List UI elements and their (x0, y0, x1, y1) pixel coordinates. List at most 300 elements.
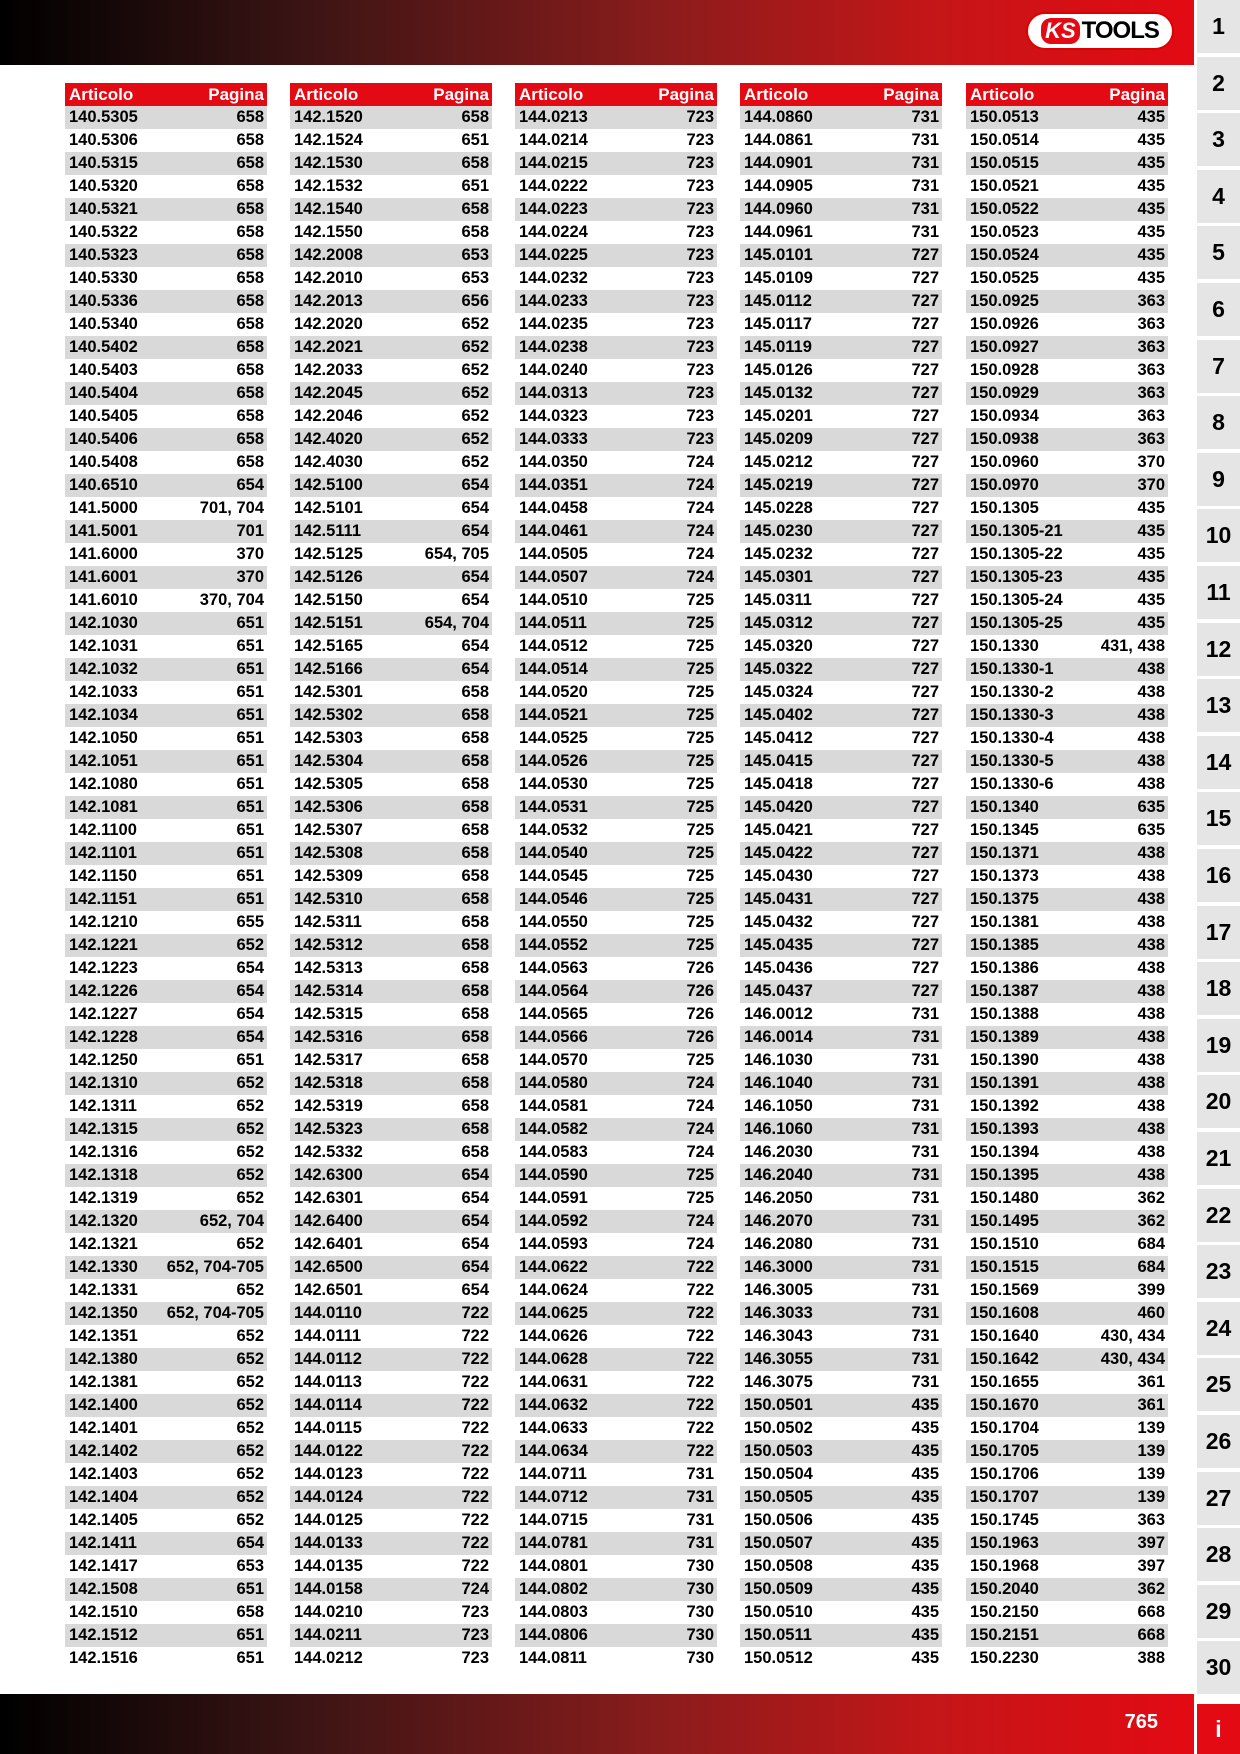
article-number: 145.0119 (744, 338, 812, 356)
index-row (515, 106, 717, 129)
index-row (740, 1233, 942, 1256)
article-number: 142.6500 (294, 1258, 363, 1276)
page-reference: 722 (461, 1373, 489, 1391)
article-number: 141.6001 (69, 568, 138, 586)
article-number: 140.5336 (69, 292, 138, 310)
article-number: 150.1670 (970, 1396, 1039, 1414)
page-reference: 731 (686, 1511, 714, 1529)
chapter-tab[interactable]: 17 (1197, 906, 1240, 959)
article-number: 142.1403 (69, 1465, 138, 1483)
chapter-tab[interactable]: 30 (1197, 1641, 1240, 1694)
index-row (515, 520, 717, 543)
article-number: 144.0458 (519, 499, 588, 517)
page-reference: 652 (236, 1235, 264, 1253)
article-number: 144.0811 (519, 1649, 587, 1667)
article-number: 150.0523 (970, 223, 1039, 241)
article-number: 142.1030 (69, 614, 138, 632)
page-reference: 652 (236, 1511, 264, 1529)
article-number: 144.0350 (519, 453, 588, 471)
article-number: 145.0228 (744, 499, 813, 517)
page-reference: 723 (686, 223, 714, 241)
index-row (515, 336, 717, 359)
chapter-tab[interactable]: 2 (1197, 57, 1240, 110)
index-row (966, 1578, 1168, 1601)
page-reference: 658 (236, 131, 264, 149)
article-number: 145.0230 (744, 522, 813, 540)
index-row (966, 152, 1168, 175)
article-number: 142.1516 (69, 1649, 138, 1667)
article-number: 144.0631 (519, 1373, 588, 1391)
index-row (290, 290, 492, 313)
page-reference: 435 (1137, 522, 1165, 540)
article-number: 144.0550 (519, 913, 588, 931)
page-reference: 435 (1137, 545, 1165, 563)
page-reference: 435 (1137, 200, 1165, 218)
index-row (515, 221, 717, 244)
article-number: 144.0905 (744, 177, 813, 195)
index-row (290, 1325, 492, 1348)
page-reference: 435 (911, 1511, 939, 1529)
index-row (65, 198, 267, 221)
page-reference: 363 (1137, 292, 1165, 310)
article-number: 140.5321 (69, 200, 138, 218)
index-row (65, 1095, 267, 1118)
page-reference: 731 (911, 223, 939, 241)
page-reference: 362 (1137, 1189, 1165, 1207)
index-row (515, 934, 717, 957)
header-article: Articolo (970, 84, 1035, 104)
chapter-tab[interactable]: 9 (1197, 453, 1240, 506)
article-number: 145.0212 (744, 453, 813, 471)
index-row (966, 865, 1168, 888)
index-row (515, 1279, 717, 1302)
index-row (290, 1555, 492, 1578)
page-reference: 658 (461, 798, 489, 816)
page-reference: 651 (236, 706, 264, 724)
chapter-tab[interactable]: 6 (1197, 283, 1240, 336)
index-row (290, 198, 492, 221)
article-number: 144.0225 (519, 246, 588, 264)
index-row (65, 1072, 267, 1095)
page-reference: 727 (911, 246, 939, 264)
article-number: 140.5340 (69, 315, 138, 333)
article-number: 145.0219 (744, 476, 813, 494)
article-number: 144.0235 (519, 315, 588, 333)
index-row (515, 589, 717, 612)
index-row (740, 1601, 942, 1624)
chapter-tab[interactable]: 27 (1197, 1472, 1240, 1525)
index-row (290, 359, 492, 382)
index-row (515, 129, 717, 152)
index-row (740, 497, 942, 520)
page-reference: 722 (461, 1304, 489, 1322)
index-row (290, 497, 492, 520)
chapter-tab[interactable]: 24 (1197, 1302, 1240, 1355)
chapter-tab[interactable]: 21 (1197, 1132, 1240, 1185)
article-number: 150.1394 (970, 1143, 1039, 1161)
article-number: 144.0583 (519, 1143, 588, 1161)
chapter-tab[interactable]: 12 (1197, 623, 1240, 676)
column-rows (65, 106, 267, 1670)
article-number: 144.0123 (294, 1465, 363, 1483)
chapter-tab[interactable]: 13 (1197, 679, 1240, 732)
article-number: 144.0125 (294, 1511, 363, 1529)
index-column (740, 83, 942, 1670)
page-reference: 725 (686, 867, 714, 885)
page-reference: 684 (1137, 1235, 1165, 1253)
page-reference: 363 (1137, 315, 1165, 333)
page-reference: 727 (911, 752, 939, 770)
article-number: 140.5323 (69, 246, 138, 264)
article-number: 140.5408 (69, 453, 138, 471)
article-number: 150.0501 (744, 1396, 813, 1414)
article-number: 142.5301 (294, 683, 363, 701)
chapter-tab[interactable]: 22 (1197, 1189, 1240, 1242)
page-reference: 731 (911, 1189, 939, 1207)
index-row (966, 1463, 1168, 1486)
index-row (65, 313, 267, 336)
page-reference: 651 (236, 1051, 264, 1069)
page-reference: 654 (461, 1166, 489, 1184)
index-row (65, 1371, 267, 1394)
page-reference: 658 (461, 1051, 489, 1069)
article-number: 144.0214 (519, 131, 588, 149)
index-row (290, 520, 492, 543)
page-reference: 438 (1137, 936, 1165, 954)
index-row (740, 704, 942, 727)
index-row (515, 1210, 717, 1233)
article-number: 144.0803 (519, 1603, 588, 1621)
article-number: 150.1345 (970, 821, 1039, 839)
index-row (740, 1026, 942, 1049)
article-number: 150.1390 (970, 1051, 1039, 1069)
index-row (966, 1624, 1168, 1647)
index-row (740, 1187, 942, 1210)
page-reference: 362 (1137, 1212, 1165, 1230)
article-number: 150.1395 (970, 1166, 1039, 1184)
page-reference: 438 (1137, 1051, 1165, 1069)
index-row (740, 359, 942, 382)
index-row (515, 819, 717, 842)
chapter-tab[interactable]: 16 (1197, 849, 1240, 902)
page-reference: 722 (686, 1327, 714, 1345)
index-row (740, 198, 942, 221)
page-reference: 654 (236, 982, 264, 1000)
page-reference: 652 (461, 315, 489, 333)
page-reference: 726 (686, 1005, 714, 1023)
index-row (515, 658, 717, 681)
page-reference: 652 (236, 1419, 264, 1437)
article-number: 150.0926 (970, 315, 1039, 333)
page-reference: 654, 704 (424, 614, 489, 632)
index-row (515, 1233, 717, 1256)
article-number: 150.0512 (744, 1649, 813, 1667)
page-reference: 652 (236, 1281, 264, 1299)
chapter-tab[interactable]: 15 (1197, 792, 1240, 845)
page-reference: 730 (686, 1626, 714, 1644)
info-tab[interactable]: i (1197, 1704, 1240, 1754)
chapter-tab[interactable]: 23 (1197, 1245, 1240, 1298)
page-reference: 731 (686, 1534, 714, 1552)
article-number: 145.0112 (744, 292, 812, 310)
page-reference: 731 (911, 108, 939, 126)
article-number: 144.0233 (519, 292, 588, 310)
article-number: 144.0565 (519, 1005, 588, 1023)
page-reference: 722 (686, 1396, 714, 1414)
page-reference: 723 (686, 384, 714, 402)
index-row (740, 1256, 942, 1279)
article-number: 144.0622 (519, 1258, 588, 1276)
index-row (290, 750, 492, 773)
page-reference: 658 (236, 338, 264, 356)
index-row (966, 980, 1168, 1003)
page-reference: 658 (236, 108, 264, 126)
page-reference: 658 (461, 936, 489, 954)
index-row (290, 106, 492, 129)
index-row (740, 129, 942, 152)
page-reference: 724 (686, 1235, 714, 1253)
page-reference: 727 (911, 476, 939, 494)
article-number: 141.5000 (69, 499, 138, 517)
page-reference: 722 (461, 1511, 489, 1529)
page-reference: 435 (911, 1557, 939, 1575)
page-reference: 658 (236, 1603, 264, 1621)
index-row (966, 1118, 1168, 1141)
index-row (65, 1302, 267, 1325)
column-header (290, 83, 492, 106)
index-row (290, 428, 492, 451)
page-reference: 438 (1137, 1097, 1165, 1115)
page-reference: 725 (686, 591, 714, 609)
page-reference: 370 (1137, 453, 1165, 471)
page-reference: 731 (911, 1120, 939, 1138)
article-number: 140.5403 (69, 361, 138, 379)
index-row (65, 1210, 267, 1233)
page-reference: 652 (461, 338, 489, 356)
index-row (65, 865, 267, 888)
index-row (290, 382, 492, 405)
chapter-tab[interactable]: 7 (1197, 340, 1240, 393)
article-number: 150.0502 (744, 1419, 813, 1437)
article-number: 142.1331 (69, 1281, 138, 1299)
index-row (65, 1118, 267, 1141)
chapter-tab[interactable]: 29 (1197, 1585, 1240, 1638)
chapter-tab[interactable]: 20 (1197, 1075, 1240, 1128)
article-number: 150.0928 (970, 361, 1039, 379)
index-row (966, 175, 1168, 198)
chapter-tab[interactable]: 25 (1197, 1358, 1240, 1411)
article-number: 142.5306 (294, 798, 363, 816)
page-reference: 438 (1137, 890, 1165, 908)
index-row (740, 681, 942, 704)
page-reference: 731 (911, 200, 939, 218)
page-reference: 654 (461, 637, 489, 655)
article-number: 140.6510 (69, 476, 138, 494)
article-number: 142.1101 (69, 844, 137, 862)
article-number: 145.0301 (744, 568, 813, 586)
page-reference: 438 (1137, 660, 1165, 678)
article-number: 144.0212 (294, 1649, 363, 1667)
column-rows (966, 106, 1168, 1670)
page-reference: 722 (686, 1258, 714, 1276)
chapter-tab[interactable]: 28 (1197, 1528, 1240, 1581)
page-reference: 723 (686, 407, 714, 425)
index-row (65, 842, 267, 865)
index-row (740, 1417, 942, 1440)
index-row (290, 704, 492, 727)
article-number: 142.1228 (69, 1028, 138, 1046)
index-row (290, 451, 492, 474)
index-row (966, 1325, 1168, 1348)
index-row (740, 1279, 942, 1302)
article-number: 145.0437 (744, 982, 813, 1000)
index-row (290, 957, 492, 980)
index-row (966, 1601, 1168, 1624)
article-number: 144.0313 (519, 384, 588, 402)
page-reference: 438 (1137, 1143, 1165, 1161)
article-number: 145.0422 (744, 844, 813, 862)
index-row (740, 1578, 942, 1601)
page-reference: 722 (461, 1396, 489, 1414)
index-row (515, 198, 717, 221)
article-number: 142.5150 (294, 591, 363, 609)
chapter-tab[interactable]: 18 (1197, 962, 1240, 1015)
page-reference: 656 (461, 292, 489, 310)
page-reference: 370 (236, 568, 264, 586)
index-row (515, 1164, 717, 1187)
page-reference: 651 (461, 131, 489, 149)
page-reference: 652, 704-705 (166, 1258, 264, 1276)
article-number: 144.0802 (519, 1580, 588, 1598)
index-row (966, 313, 1168, 336)
page-reference: 652 (461, 453, 489, 471)
article-number: 140.5315 (69, 154, 138, 172)
index-row (515, 1095, 717, 1118)
index-row (290, 1624, 492, 1647)
article-number: 142.6501 (294, 1281, 363, 1299)
article-number: 142.5101 (294, 499, 363, 517)
article-number: 142.1381 (69, 1373, 138, 1391)
article-number: 142.1532 (294, 177, 363, 195)
chapter-tab[interactable]: 10 (1197, 509, 1240, 562)
article-number: 144.0801 (519, 1557, 588, 1575)
page-reference: 652 (236, 1350, 264, 1368)
page-reference: 438 (1137, 1074, 1165, 1092)
column-rows (740, 106, 942, 1670)
page-reference: 370 (1137, 476, 1165, 494)
header-page: Pagina (1109, 84, 1165, 104)
index-column (290, 83, 492, 1670)
page-reference: 651 (236, 637, 264, 655)
article-number: 150.0505 (744, 1488, 813, 1506)
page-reference: 727 (911, 292, 939, 310)
index-row (65, 1394, 267, 1417)
page-reference: 651 (236, 614, 264, 632)
article-number: 144.0223 (519, 200, 588, 218)
index-row (65, 773, 267, 796)
article-number: 145.0431 (744, 890, 813, 908)
index-row (966, 267, 1168, 290)
index-row (740, 842, 942, 865)
page-reference: 363 (1137, 384, 1165, 402)
index-row (966, 106, 1168, 129)
chapter-tab[interactable]: 1 (1197, 0, 1240, 53)
index-row (290, 980, 492, 1003)
page-reference: 654 (461, 476, 489, 494)
article-number: 144.0211 (294, 1626, 362, 1644)
page-number: 765 (1124, 1711, 1158, 1733)
page-reference: 725 (686, 660, 714, 678)
page-reference: 651 (236, 1580, 264, 1598)
chapter-tab[interactable]: 19 (1197, 1019, 1240, 1072)
chapter-tab[interactable]: 4 (1197, 170, 1240, 223)
page-reference: 654 (461, 660, 489, 678)
article-number: 142.5313 (294, 959, 363, 977)
page-reference: 727 (911, 683, 939, 701)
article-number: 146.3033 (744, 1304, 813, 1322)
index-row (966, 1486, 1168, 1509)
article-number: 142.1404 (69, 1488, 138, 1506)
logo-tools-text: TOOLS (1081, 17, 1159, 44)
chapter-tab[interactable]: 8 (1197, 396, 1240, 449)
chapter-tab[interactable]: 5 (1197, 226, 1240, 279)
index-row (740, 589, 942, 612)
article-number: 144.0238 (519, 338, 588, 356)
chapter-tab[interactable]: 11 (1197, 566, 1240, 619)
index-row (65, 635, 267, 658)
index-row (65, 704, 267, 727)
article-number: 150.1515 (970, 1258, 1039, 1276)
page-reference: 658 (236, 223, 264, 241)
page-reference: 724 (686, 1074, 714, 1092)
article-number: 142.5304 (294, 752, 363, 770)
article-number: 144.0861 (744, 131, 813, 149)
article-number: 142.1223 (69, 959, 138, 977)
article-number: 140.5305 (69, 108, 138, 126)
index-row (740, 566, 942, 589)
column-header (65, 83, 267, 106)
chapter-tab[interactable]: 26 (1197, 1415, 1240, 1468)
article-number: 146.2070 (744, 1212, 813, 1230)
article-number: 142.5100 (294, 476, 363, 494)
article-number: 144.0781 (519, 1534, 588, 1552)
index-row (65, 474, 267, 497)
article-number: 142.5323 (294, 1120, 363, 1138)
index-row (290, 336, 492, 359)
page-reference: 727 (911, 430, 939, 448)
page-reference: 725 (686, 706, 714, 724)
index-row (515, 796, 717, 819)
article-number: 142.1031 (69, 637, 138, 655)
index-row (740, 1486, 942, 1509)
page-reference: 654 (461, 1258, 489, 1276)
article-number: 142.4030 (294, 453, 363, 471)
page-reference: 654 (461, 1189, 489, 1207)
page-reference: 654 (461, 591, 489, 609)
article-number: 142.5311 (294, 913, 362, 931)
article-number: 142.1330 (69, 1258, 138, 1276)
page-reference: 438 (1137, 752, 1165, 770)
article-number: 144.0545 (519, 867, 588, 885)
chapter-tab[interactable]: 14 (1197, 736, 1240, 789)
index-row (290, 129, 492, 152)
index-row (65, 589, 267, 612)
page-reference: 731 (911, 131, 939, 149)
index-row (65, 1141, 267, 1164)
chapter-tab[interactable]: 3 (1197, 113, 1240, 166)
article-number: 140.5404 (69, 384, 138, 402)
page-reference: 651 (236, 775, 264, 793)
